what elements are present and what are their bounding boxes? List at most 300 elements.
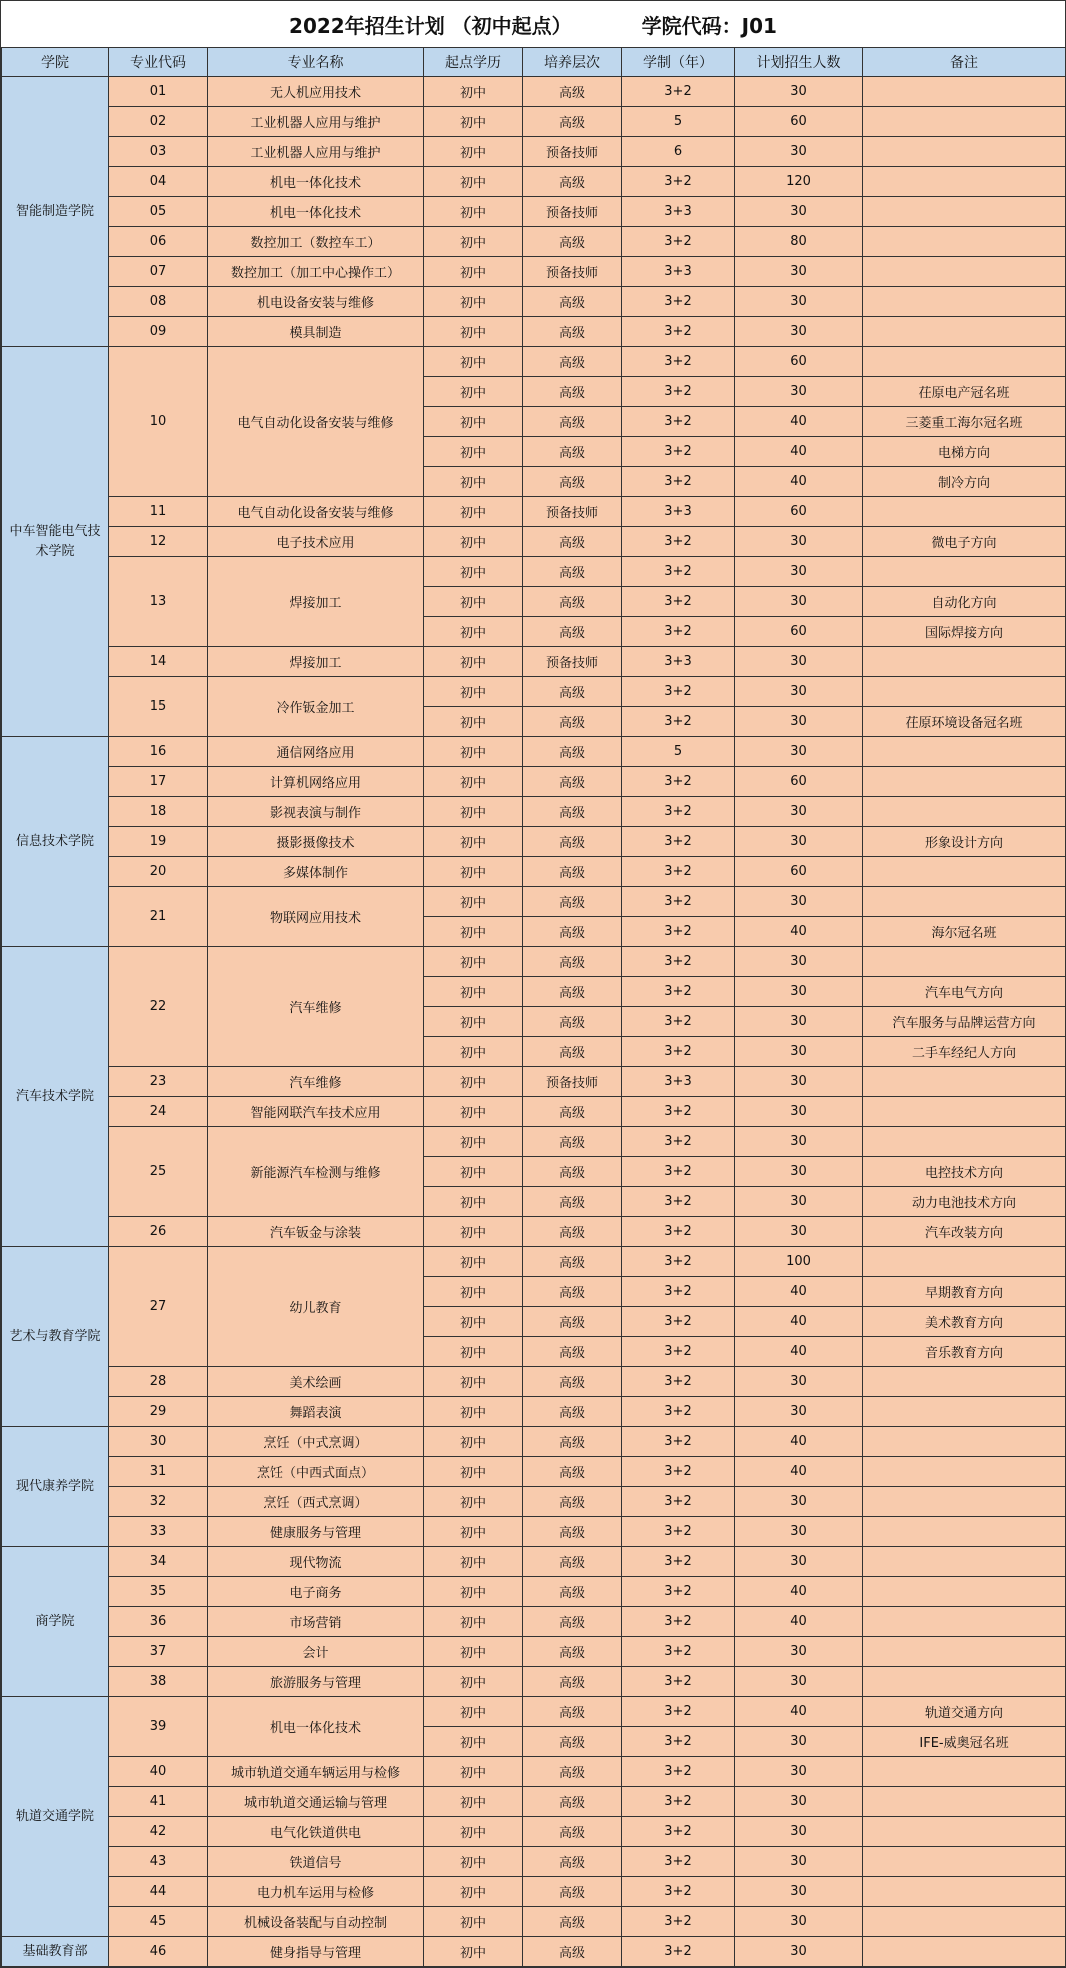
duration-cell: 3+2 [622, 1457, 735, 1487]
start-education-cell: 初中 [424, 1787, 523, 1817]
notes-cell [863, 347, 1066, 377]
notes-cell [863, 1247, 1066, 1277]
planned-count-cell: 30 [735, 827, 863, 857]
start-education-cell: 初中 [424, 1487, 523, 1517]
duration-cell: 3+2 [622, 827, 735, 857]
start-education-cell: 初中 [424, 287, 523, 317]
training-level-cell: 高级 [523, 1097, 622, 1127]
table-row [2, 287, 1066, 317]
training-level-cell: 高级 [523, 707, 622, 737]
table-row [2, 1667, 1066, 1697]
major-code-cell: 32 [109, 1487, 208, 1517]
planned-count-cell: 30 [735, 1817, 863, 1847]
start-education-cell: 初中 [424, 1067, 523, 1097]
training-level-cell: 高级 [523, 737, 622, 767]
duration-cell: 3+2 [622, 617, 735, 647]
duration-cell: 3+2 [622, 1847, 735, 1877]
duration-cell: 3+2 [622, 1307, 735, 1337]
notes-cell [863, 1757, 1066, 1787]
major-name-cell: 焊接加工 [208, 647, 424, 677]
major-code-cell: 02 [109, 107, 208, 137]
training-level-cell: 高级 [523, 797, 622, 827]
start-education-cell: 初中 [424, 1337, 523, 1367]
start-education-cell: 初中 [424, 1427, 523, 1457]
major-name-cell: 机电设备安装与维修 [208, 287, 424, 317]
notes-cell [863, 737, 1066, 767]
major-code-cell: 31 [109, 1457, 208, 1487]
duration-cell: 3+2 [622, 1187, 735, 1217]
major-code-cell: 35 [109, 1577, 208, 1607]
training-level-cell: 预备技师 [523, 497, 622, 527]
planned-count-cell: 30 [735, 527, 863, 557]
start-education-cell: 初中 [424, 767, 523, 797]
notes-cell [863, 557, 1066, 587]
notes-cell [863, 227, 1066, 257]
training-level-cell: 高级 [523, 1337, 622, 1367]
start-education-cell: 初中 [424, 887, 523, 917]
notes-cell: 制冷方向 [863, 467, 1066, 497]
table-row [2, 257, 1066, 287]
major-name-cell: 汽车钣金与涂装 [208, 1217, 424, 1247]
major-name-cell: 焊接加工 [208, 557, 424, 647]
major-name-cell: 舞蹈表演 [208, 1397, 424, 1427]
college-cell: 中车智能电气技术学院 [2, 347, 109, 737]
training-level-cell: 高级 [523, 557, 622, 587]
major-name-cell: 汽车维修 [208, 947, 424, 1067]
table-row [2, 1697, 1066, 1727]
table-row [2, 827, 1066, 857]
major-name-cell: 市场营销 [208, 1607, 424, 1637]
duration-cell: 3+2 [622, 797, 735, 827]
notes-cell [863, 1427, 1066, 1457]
training-level-cell: 预备技师 [523, 257, 622, 287]
major-code-cell: 20 [109, 857, 208, 887]
major-code-cell: 18 [109, 797, 208, 827]
notes-cell: 电梯方向 [863, 437, 1066, 467]
major-name-cell: 工业机器人应用与维护 [208, 137, 424, 167]
major-code-cell: 10 [109, 347, 208, 497]
table-body [2, 77, 1066, 1967]
duration-cell: 5 [622, 737, 735, 767]
training-level-cell: 高级 [523, 1457, 622, 1487]
major-name-cell: 会计 [208, 1637, 424, 1667]
planned-count-cell: 30 [735, 287, 863, 317]
start-education-cell: 初中 [424, 1937, 523, 1967]
start-education-cell: 初中 [424, 527, 523, 557]
major-name-cell: 电子技术应用 [208, 527, 424, 557]
notes-cell: 电控技术方向 [863, 1157, 1066, 1187]
planned-count-cell: 40 [735, 917, 863, 947]
duration-cell: 3+2 [622, 1667, 735, 1697]
sheet-title-row [1, 1, 1065, 48]
start-education-cell: 初中 [424, 1217, 523, 1247]
major-name-cell: 计算机网络应用 [208, 767, 424, 797]
training-level-cell: 预备技师 [523, 197, 622, 227]
major-name-cell: 模具制造 [208, 317, 424, 347]
start-education-cell: 初中 [424, 1307, 523, 1337]
major-name-cell: 旅游服务与管理 [208, 1667, 424, 1697]
planned-count-cell: 80 [735, 227, 863, 257]
start-education-cell: 初中 [424, 1637, 523, 1667]
duration-cell: 3+2 [622, 1277, 735, 1307]
major-code-cell: 14 [109, 647, 208, 677]
notes-cell: 动力电池技术方向 [863, 1187, 1066, 1217]
start-education-cell: 初中 [424, 347, 523, 377]
planned-count-cell: 30 [735, 797, 863, 827]
table-row [2, 1787, 1066, 1817]
training-level-cell: 高级 [523, 1367, 622, 1397]
training-level-cell: 高级 [523, 407, 622, 437]
training-level-cell: 高级 [523, 1037, 622, 1067]
duration-cell: 3+2 [622, 917, 735, 947]
notes-cell [863, 137, 1066, 167]
notes-cell: 微电子方向 [863, 527, 1066, 557]
duration-cell: 3+2 [622, 1547, 735, 1577]
notes-cell [863, 1907, 1066, 1937]
major-code-cell: 08 [109, 287, 208, 317]
header-duration: 学制（年） [622, 48, 735, 77]
planned-count-cell: 30 [735, 737, 863, 767]
training-level-cell: 高级 [523, 1547, 622, 1577]
table-row [2, 767, 1066, 797]
notes-cell [863, 1127, 1066, 1157]
training-level-cell: 高级 [523, 617, 622, 647]
training-level-cell: 高级 [523, 1847, 622, 1877]
notes-cell [863, 1607, 1066, 1637]
table-row [2, 887, 1066, 917]
duration-cell: 3+3 [622, 1067, 735, 1097]
training-level-cell: 高级 [523, 1157, 622, 1187]
start-education-cell: 初中 [424, 1037, 523, 1067]
start-education-cell: 初中 [424, 317, 523, 347]
major-code-cell: 12 [109, 527, 208, 557]
major-name-cell: 美术绘画 [208, 1367, 424, 1397]
planned-count-cell: 30 [735, 1067, 863, 1097]
duration-cell: 3+2 [622, 1337, 735, 1367]
notes-cell: 茌原环境设备冠名班 [863, 707, 1066, 737]
major-name-cell: 数控加工（加工中心操作工） [208, 257, 424, 287]
start-education-cell: 初中 [424, 1127, 523, 1157]
table-row [2, 1217, 1066, 1247]
start-education-cell: 初中 [424, 377, 523, 407]
planned-count-cell: 60 [735, 767, 863, 797]
planned-count-cell: 30 [735, 1517, 863, 1547]
major-name-cell: 新能源汽车检测与维修 [208, 1127, 424, 1217]
major-name-cell: 烹饪（中西式面点） [208, 1457, 424, 1487]
notes-cell [863, 1487, 1066, 1517]
planned-count-cell: 40 [735, 1697, 863, 1727]
training-level-cell: 高级 [523, 1517, 622, 1547]
table-row [2, 197, 1066, 227]
table-row [2, 317, 1066, 347]
duration-cell: 3+2 [622, 1877, 735, 1907]
table-row [2, 1247, 1066, 1277]
planned-count-cell: 30 [735, 677, 863, 707]
table-row [2, 947, 1066, 977]
major-code-cell: 43 [109, 1847, 208, 1877]
notes-cell [863, 77, 1066, 107]
table-row [2, 1757, 1066, 1787]
major-code-cell: 45 [109, 1907, 208, 1937]
major-name-cell: 智能网联汽车技术应用 [208, 1097, 424, 1127]
table-row [2, 227, 1066, 257]
training-level-cell: 高级 [523, 287, 622, 317]
planned-count-cell: 60 [735, 857, 863, 887]
training-level-cell: 高级 [523, 167, 622, 197]
planned-count-cell: 60 [735, 617, 863, 647]
table-row [2, 1097, 1066, 1127]
college-cell: 基础教育部 [2, 1937, 109, 1967]
start-education-cell: 初中 [424, 467, 523, 497]
training-level-cell: 高级 [523, 1217, 622, 1247]
major-name-cell: 电气化铁道供电 [208, 1817, 424, 1847]
start-education-cell: 初中 [424, 1667, 523, 1697]
sheet-title: 2022年招生计划 （初中起点） [289, 13, 572, 38]
major-name-cell: 影视表演与制作 [208, 797, 424, 827]
planned-count-cell: 40 [735, 1337, 863, 1367]
major-name-cell: 城市轨道交通车辆运用与检修 [208, 1757, 424, 1787]
training-level-cell: 高级 [523, 107, 622, 137]
duration-cell: 3+2 [622, 1637, 735, 1667]
major-code-cell: 29 [109, 1397, 208, 1427]
planned-count-cell: 30 [735, 1127, 863, 1157]
planned-count-cell: 30 [735, 1397, 863, 1427]
major-name-cell: 数控加工（数控车工） [208, 227, 424, 257]
major-code-cell: 21 [109, 887, 208, 947]
major-code-cell: 16 [109, 737, 208, 767]
planned-count-cell: 30 [735, 197, 863, 227]
major-name-cell: 健身指导与管理 [208, 1937, 424, 1967]
training-level-cell: 高级 [523, 1577, 622, 1607]
major-name-cell: 健康服务与管理 [208, 1517, 424, 1547]
table-row [2, 1877, 1066, 1907]
table-row [2, 77, 1066, 107]
training-level-cell: 预备技师 [523, 647, 622, 677]
planned-count-cell: 30 [735, 587, 863, 617]
duration-cell: 3+2 [622, 347, 735, 377]
duration-cell: 3+2 [622, 467, 735, 497]
duration-cell: 3+2 [622, 287, 735, 317]
training-level-cell: 高级 [523, 917, 622, 947]
table-row [2, 1427, 1066, 1457]
start-education-cell: 初中 [424, 1697, 523, 1727]
planned-count-cell: 30 [735, 1217, 863, 1247]
notes-cell [863, 947, 1066, 977]
start-education-cell: 初中 [424, 977, 523, 1007]
major-name-cell: 通信网络应用 [208, 737, 424, 767]
major-name-cell: 汽车维修 [208, 1067, 424, 1097]
duration-cell: 3+2 [622, 1787, 735, 1817]
duration-cell: 3+2 [622, 407, 735, 437]
college-cell: 智能制造学院 [2, 77, 109, 347]
major-code-cell: 27 [109, 1247, 208, 1367]
planned-count-cell: 30 [735, 377, 863, 407]
notes-cell [863, 1577, 1066, 1607]
duration-cell: 3+2 [622, 377, 735, 407]
major-code-cell: 36 [109, 1607, 208, 1637]
planned-count-cell: 30 [735, 977, 863, 1007]
notes-cell [863, 1397, 1066, 1427]
notes-cell: 美术教育方向 [863, 1307, 1066, 1337]
major-name-cell: 电气自动化设备安装与维修 [208, 347, 424, 497]
training-level-cell: 高级 [523, 1247, 622, 1277]
table-row [2, 797, 1066, 827]
header-notes: 备注 [863, 48, 1066, 77]
table-row [2, 497, 1066, 527]
major-name-cell: 摄影摄像技术 [208, 827, 424, 857]
major-name-cell: 机械设备装配与自动控制 [208, 1907, 424, 1937]
notes-cell [863, 797, 1066, 827]
duration-cell: 3+3 [622, 257, 735, 287]
notes-cell: 三菱重工海尔冠名班 [863, 407, 1066, 437]
table-row [2, 1817, 1066, 1847]
major-name-cell: 机电一体化技术 [208, 197, 424, 227]
notes-cell [863, 1787, 1066, 1817]
start-education-cell: 初中 [424, 737, 523, 767]
major-code-cell: 39 [109, 1697, 208, 1757]
training-level-cell: 高级 [523, 377, 622, 407]
planned-count-cell: 60 [735, 347, 863, 377]
notes-cell [863, 1457, 1066, 1487]
table-row [2, 647, 1066, 677]
start-education-cell: 初中 [424, 137, 523, 167]
start-education-cell: 初中 [424, 1247, 523, 1277]
duration-cell: 3+2 [622, 1397, 735, 1427]
training-level-cell: 高级 [523, 437, 622, 467]
duration-cell: 3+2 [622, 1487, 735, 1517]
training-level-cell: 高级 [523, 1937, 622, 1967]
training-level-cell: 高级 [523, 527, 622, 557]
start-education-cell: 初中 [424, 797, 523, 827]
notes-cell [863, 1067, 1066, 1097]
header-college: 学院 [2, 48, 109, 77]
notes-cell [863, 1937, 1066, 1967]
planned-count-cell: 40 [735, 1427, 863, 1457]
notes-cell [863, 857, 1066, 887]
training-level-cell: 高级 [523, 587, 622, 617]
duration-cell: 3+2 [622, 1217, 735, 1247]
planned-count-cell: 30 [735, 557, 863, 587]
major-name-cell: 幼儿教育 [208, 1247, 424, 1367]
start-education-cell: 初中 [424, 1187, 523, 1217]
planned-count-cell: 30 [735, 317, 863, 347]
planned-count-cell: 30 [735, 707, 863, 737]
notes-cell [863, 257, 1066, 287]
notes-cell [863, 1097, 1066, 1127]
notes-cell [863, 1367, 1066, 1397]
start-education-cell: 初中 [424, 1367, 523, 1397]
major-code-cell: 19 [109, 827, 208, 857]
table-row [2, 107, 1066, 137]
duration-cell: 3+2 [622, 1757, 735, 1787]
planned-count-cell: 40 [735, 1457, 863, 1487]
training-level-cell: 高级 [523, 1667, 622, 1697]
start-education-cell: 初中 [424, 677, 523, 707]
major-name-cell: 电力机车运用与检修 [208, 1877, 424, 1907]
training-level-cell: 高级 [523, 77, 622, 107]
planned-count-cell: 30 [735, 647, 863, 677]
duration-cell: 3+2 [622, 977, 735, 1007]
header-start-education: 起点学历 [424, 48, 523, 77]
major-code-cell: 34 [109, 1547, 208, 1577]
table-row [2, 1907, 1066, 1937]
start-education-cell: 初中 [424, 1517, 523, 1547]
planned-count-cell: 30 [735, 257, 863, 287]
major-code-cell: 09 [109, 317, 208, 347]
start-education-cell: 初中 [424, 77, 523, 107]
table-row [2, 1127, 1066, 1157]
major-code-cell: 06 [109, 227, 208, 257]
duration-cell: 3+2 [622, 1817, 735, 1847]
training-level-cell: 高级 [523, 1277, 622, 1307]
major-code-cell: 15 [109, 677, 208, 737]
notes-cell: 音乐教育方向 [863, 1337, 1066, 1367]
duration-cell: 5 [622, 107, 735, 137]
training-level-cell: 高级 [523, 1397, 622, 1427]
planned-count-cell: 30 [735, 1667, 863, 1697]
major-code-cell: 46 [109, 1937, 208, 1967]
planned-count-cell: 30 [735, 1637, 863, 1667]
notes-cell: 汽车改装方向 [863, 1217, 1066, 1247]
table-row [2, 1397, 1066, 1427]
header-major-code: 专业代码 [109, 48, 208, 77]
duration-cell: 3+2 [622, 557, 735, 587]
notes-cell: 形象设计方向 [863, 827, 1066, 857]
training-level-cell: 高级 [523, 1787, 622, 1817]
major-code-cell: 11 [109, 497, 208, 527]
start-education-cell: 初中 [424, 1157, 523, 1187]
major-name-cell: 电子商务 [208, 1577, 424, 1607]
start-education-cell: 初中 [424, 587, 523, 617]
duration-cell: 3+2 [622, 1037, 735, 1067]
table-row [2, 1937, 1066, 1967]
start-education-cell: 初中 [424, 257, 523, 287]
major-name-cell: 无人机应用技术 [208, 77, 424, 107]
start-education-cell: 初中 [424, 197, 523, 227]
table-row [2, 1547, 1066, 1577]
start-education-cell: 初中 [424, 107, 523, 137]
major-name-cell: 机电一体化技术 [208, 1697, 424, 1757]
header-planned-count: 计划招生人数 [735, 48, 863, 77]
notes-cell [863, 1877, 1066, 1907]
planned-count-cell: 40 [735, 1577, 863, 1607]
duration-cell: 3+2 [622, 1607, 735, 1637]
duration-cell: 3+2 [622, 527, 735, 557]
planned-count-cell: 30 [735, 1727, 863, 1757]
major-code-cell: 01 [109, 77, 208, 107]
training-level-cell: 高级 [523, 1697, 622, 1727]
training-level-cell: 高级 [523, 1877, 622, 1907]
major-code-cell: 07 [109, 257, 208, 287]
planned-count-cell: 30 [735, 1157, 863, 1187]
major-name-cell: 现代物流 [208, 1547, 424, 1577]
planned-count-cell: 40 [735, 1277, 863, 1307]
major-code-cell: 22 [109, 947, 208, 1067]
planned-count-cell: 30 [735, 1787, 863, 1817]
training-level-cell: 高级 [523, 1187, 622, 1217]
training-level-cell: 高级 [523, 1637, 622, 1667]
start-education-cell: 初中 [424, 557, 523, 587]
notes-cell [863, 287, 1066, 317]
college-cell: 现代康养学院 [2, 1427, 109, 1547]
notes-cell: 茌原电产冠名班 [863, 377, 1066, 407]
planned-count-cell: 30 [735, 1097, 863, 1127]
notes-cell: 自动化方向 [863, 587, 1066, 617]
table-row [2, 857, 1066, 887]
start-education-cell: 初中 [424, 1607, 523, 1637]
major-name-cell: 电气自动化设备安装与维修 [208, 497, 424, 527]
planned-count-cell: 30 [735, 1367, 863, 1397]
